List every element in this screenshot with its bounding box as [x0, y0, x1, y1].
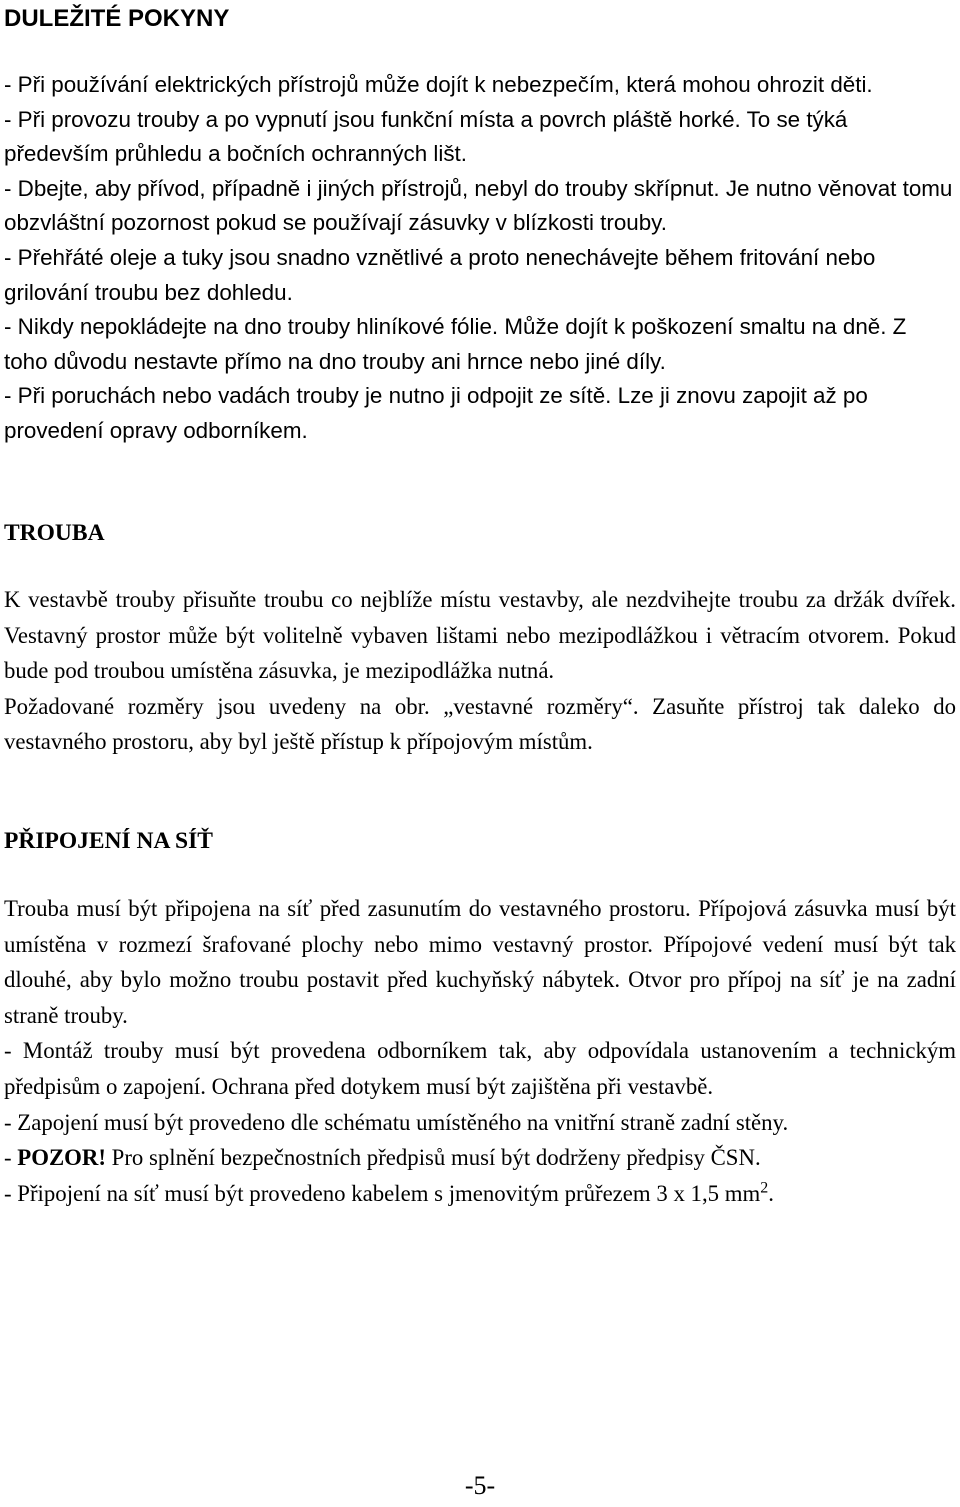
cable-paragraph [4, 1176, 956, 1212]
warning-item: - Dbejte, aby přívod, případně i jiných přístrojů, nebyl do trouby skřípnut. Je nutno věnovat tomu obzvláštní pozornost pokud se používají zásuvky v blízkosti trouby. [4, 175, 953, 236]
connection-paragraph: - Zapojení musí být provedeno dle schématu umístěného na vnitřní straně zadní stěny. [4, 1109, 789, 1135]
cable-superscript: 2 [760, 1179, 769, 1197]
caution-text: Pro splnění bezpečnostních předpisů musí být dodrženy předpisy ČSN. [105, 1145, 761, 1171]
important-instructions-list [4, 68, 956, 449]
connection-paragraph: Trouba musí být připojena na síť před zasunutím do vestavného prostoru. Přípojová zásuvka musí být umístěna v rozmezí šrafované plochy nebo mimo vestavný prostor. Přípojové vedení musí být tak dlouhé, aby bylo možno troubu postavit před kuchyňský nábytek. Otvor pro přípoj na síť je na zadní straně trouby. [4, 896, 956, 1028]
warning-item: - Přehřáté oleje a tuky jsou snadno vznětlivé a proto nenechávejte během fritování nebo grilování troubu bez dohledu. [4, 244, 876, 305]
warning-item: - Při používání elektrických přístrojů může dojít k nebezpečím, která mohou ohrozit děti. [4, 72, 873, 97]
cable-text: - Připojení na síť musí být provedeno kabelem s jmenovitým průřezem 3 x 1,5 mm [4, 1180, 761, 1206]
cable-end: . [768, 1180, 774, 1206]
warning-item: - Při provozu trouby a po vypnutí jsou funkční místa a povrch pláště horké. To se týká především průhledu a bočních ochranných lišt. [4, 106, 848, 167]
section-heading-important-instructions: DULEŽITÉ POKYNY [4, 5, 230, 32]
oven-section-body [4, 582, 956, 760]
page-number: -5- [464, 1471, 496, 1500]
connection-paragraph: - Montáž trouby musí být provedena odborníkem tak, aby odpovídala ustanovením a technickým předpisům o zapojení. Ochrana před dotykem musí být zajištěna při vestavbě. [4, 1038, 956, 1099]
caution-paragraph [4, 1140, 956, 1176]
warning-item: - Při poruchách nebo vadách trouby je nutno ji odpojit ze sítě. Lze ji znovu zapojit až po provedení opravy odborníkem. [4, 383, 868, 443]
oven-paragraph: K vestavbě trouby přisuňte troubu co nejblíže místu vestavby, ale nezdvihejte troubu za držák dvířek. Vestavný prostor může být volitelně vybaven lištami nebo mezipodlážkou i větracím otvorem. Pokud bude pod troubou umístěna zásuvka, je mezipodlážka nutná. [4, 587, 956, 684]
caution-label: POZOR! [17, 1145, 106, 1171]
section-heading-oven: TROUBA [4, 520, 105, 546]
connection-section-body [4, 891, 956, 1211]
caution-prefix: - [4, 1145, 18, 1171]
section-heading-mains-connection: PŘIPOJENÍ NA SÍŤ [4, 828, 213, 854]
warning-item: - Nikdy nepokládejte na dno trouby hliníkové fólie. Může dojít k poškození smaltu na dně. Z toho důvodu nestavte přímo na dno trouby ani hrnce nebo jiné díly. [4, 314, 907, 374]
oven-paragraph: Požadované rozměry jsou uvedeny na obr. „vestavné rozměry“. Zasuňte přístroj tak daleko do vestavného prostoru, aby byl ještě přístup k přípojovým místům. [4, 693, 956, 755]
